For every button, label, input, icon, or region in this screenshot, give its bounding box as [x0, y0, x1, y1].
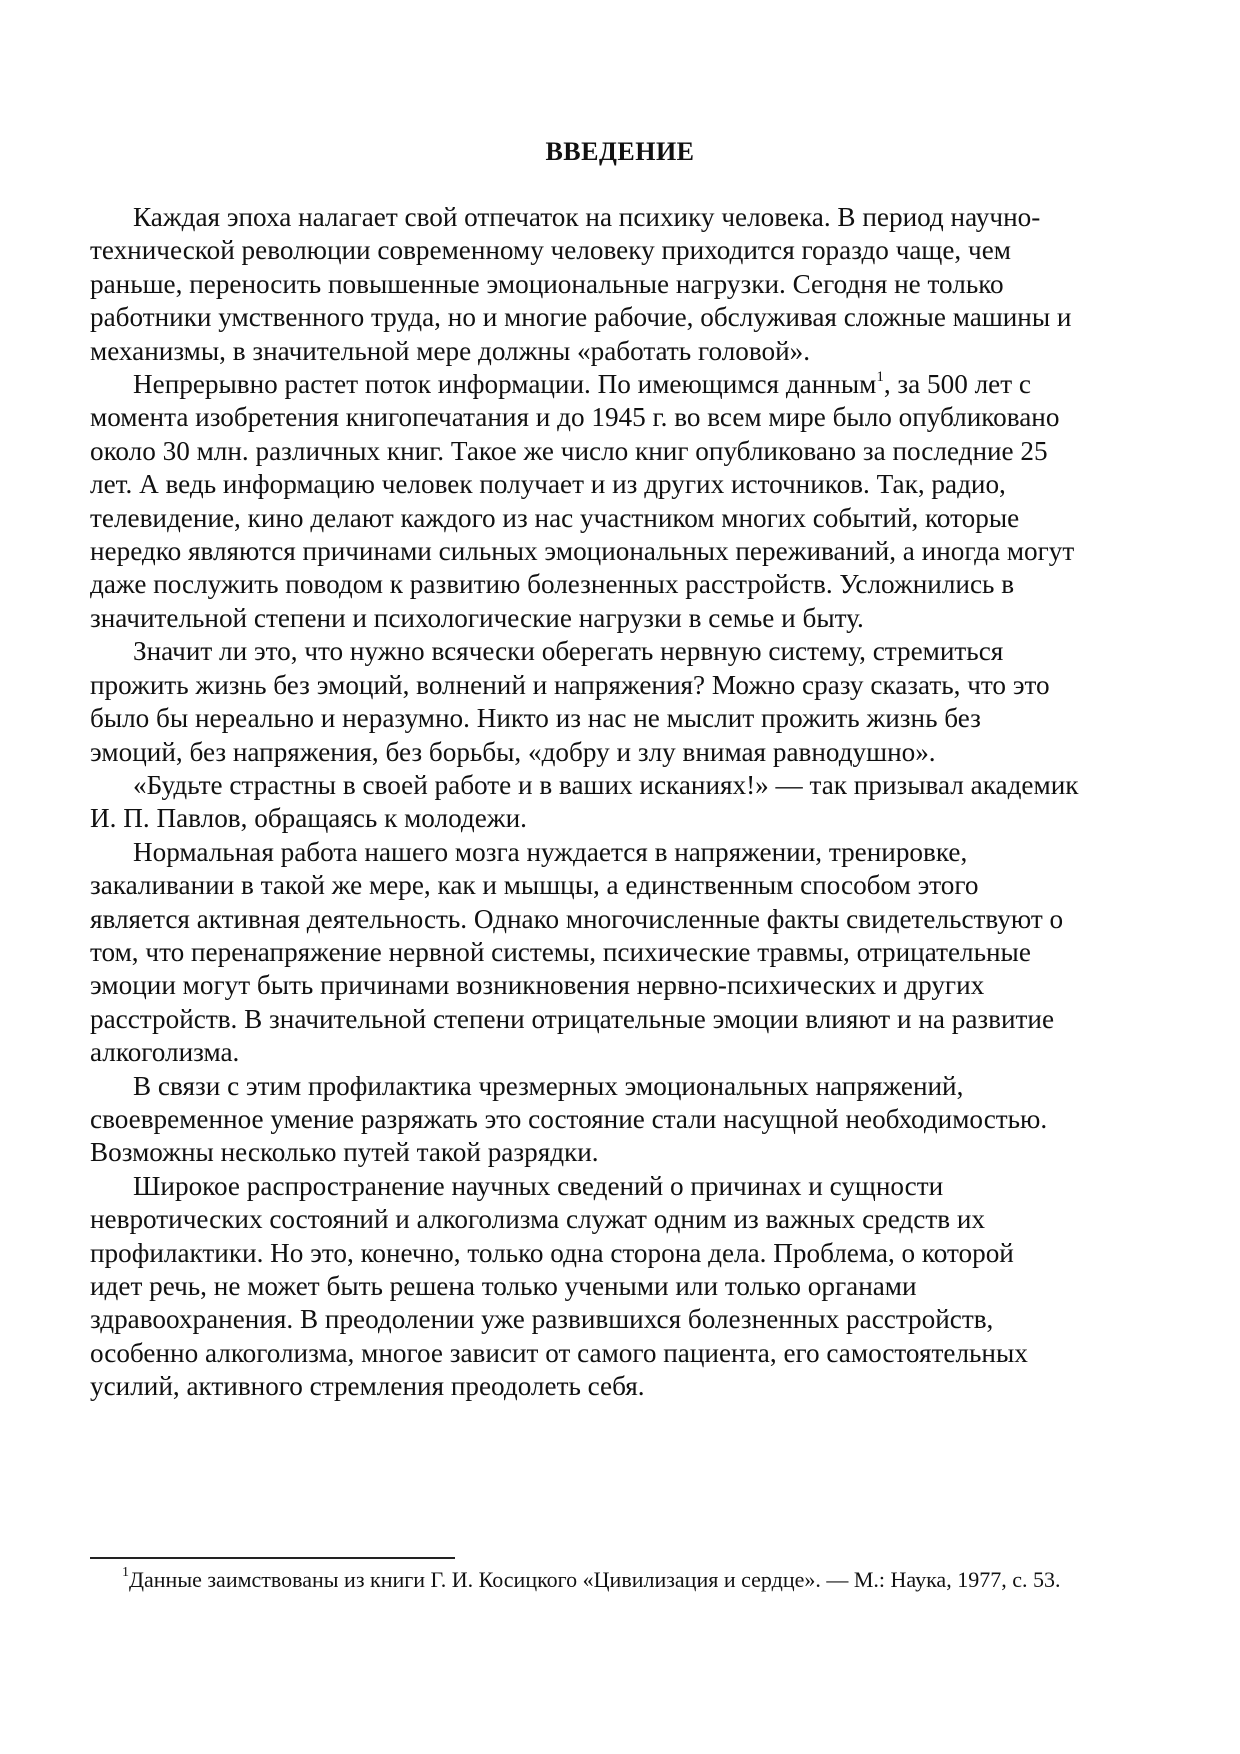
paragraph-1: [90, 201, 1165, 368]
text-line: механизмы, в значительной мере должны «работать головой».: [90, 335, 811, 366]
text-line: нередко являются причинами сильных эмоциональных переживаний, а иногда могут: [90, 536, 1075, 567]
text-line: является активная деятельность. Однако многочисленные факты свидетельствуют о: [90, 903, 1064, 934]
body-text: [90, 201, 1165, 1404]
text-line: Каждая эпоха налагает свой отпечаток на психику человека. В период научно-: [133, 202, 1041, 232]
text-line: технической революции современному человеку приходится гораздо чаще, чем: [90, 235, 1011, 266]
text-line: даже послужить поводом к развитию болезненных расстройств. Усложнились в: [90, 569, 1015, 600]
text-line: момента изобретения книгопечатания и до 1945 г. во всем мире было опубликовано: [90, 402, 1060, 433]
text-line: своевременное умение разряжать это состояние стали насущной необходимостью.: [90, 1103, 1048, 1134]
text-line: невротических состояний и алкоголизма служат одним из важных средств их: [90, 1204, 985, 1235]
text-line: раньше, переносить повышенные эмоциональные нагрузки. Сегодня не только: [90, 268, 1004, 299]
text-line: значительной степени и психологические нагрузки в семье и быту.: [90, 602, 864, 633]
text-line: эмоций, без напряжения, без борьбы, «добру и злу внимая равнодушно».: [90, 736, 936, 767]
text-line: «Будьте страстны в своей работе и в ваших исканиях!» — так призывал академик: [133, 769, 1079, 800]
text-line: работники умственного труда, но и многие рабочие, обслуживая сложные машины и: [90, 302, 1072, 333]
paragraph-7: [90, 1170, 1165, 1404]
text-line: около 30 млн. различных книг. Такое же число книг опубликовано за последние 25: [90, 435, 1048, 466]
paragraph-2: [90, 368, 1165, 635]
text-line: расстройств. В значительной степени отрицательные эмоции влияют и на развитие: [90, 1003, 1055, 1034]
text-line: Значит ли это, что нужно всячески оберегать нервную систему, стремиться: [133, 636, 1004, 667]
text-line: профилактики. Но это, конечно, только одна сторона дела. Проблема, о которой: [90, 1237, 1014, 1268]
paragraph-6: [90, 1070, 1165, 1170]
paragraph-5: [90, 836, 1165, 1070]
text-line: В связи с этим профилактика чрезмерных эмоциональных напряжений,: [133, 1070, 964, 1101]
paragraph-3: [90, 635, 1165, 769]
footnote: [122, 1566, 1060, 1594]
text-line: идет речь, не может быть решена только учеными или только органами: [90, 1271, 917, 1301]
text-line: здравоохранения. В преодолении уже развившихся болезненных расстройств,: [90, 1304, 994, 1335]
text-segment: , за 500 лет с: [883, 369, 1031, 400]
footnote-divider: [90, 1557, 455, 1559]
text-line-with-footnote: [90, 368, 1165, 401]
page-title: ВВЕДЕНИЕ: [545, 137, 695, 166]
text-segment: Непрерывно растет поток информации. По имеющимся данным: [133, 369, 877, 400]
footnote-text: Данные заимствованы из книги Г. И. Косицкого «Цивилизация и сердце». — М.: Наука, 1977, с. 53.: [129, 1567, 1061, 1592]
text-line: алкоголизма.: [90, 1037, 240, 1068]
text-line: было бы нереально и неразумно. Никто из нас не мыслит прожить жизнь без: [90, 703, 981, 734]
text-line: закаливании в такой же мере, как и мышцы, а единственным способом этого: [90, 870, 979, 901]
text-line: эмоции могут быть причинами возникновения нервно-психических и других: [90, 970, 985, 1001]
text-line: Широкое распространение научных сведений о причинах и сущности: [133, 1170, 944, 1201]
footnote-reference[interactable]: 1: [876, 368, 884, 385]
paragraph-4: [90, 769, 1165, 836]
text-line: телевидение, кино делают каждого из нас участником многих событий, которые: [90, 502, 1020, 533]
text-line: И. П. Павлов, обращаясь к молодежи.: [90, 803, 527, 834]
text-line: усилий, активного стремления преодолеть себя.: [90, 1371, 645, 1402]
text-line: Возможны несколько путей такой разрядки.: [90, 1137, 599, 1168]
text-line: особенно алкоголизма, многое зависит от самого пациента, его самостоятельных: [90, 1337, 1028, 1368]
footnote-mark: 1: [122, 1564, 129, 1580]
text-line: прожить жизнь без эмоций, волнений и напряжения? Можно сразу сказать, что это: [90, 669, 1050, 700]
text-line: Нормальная работа нашего мозга нуждается в напряжении, тренировке,: [133, 836, 968, 867]
text-line: лет. А ведь информацию человек получает и из других источников. Так, радио,: [90, 469, 1006, 500]
text-line: том, что перенапряжение нервной системы, психические травмы, отрицательные: [90, 936, 1031, 967]
